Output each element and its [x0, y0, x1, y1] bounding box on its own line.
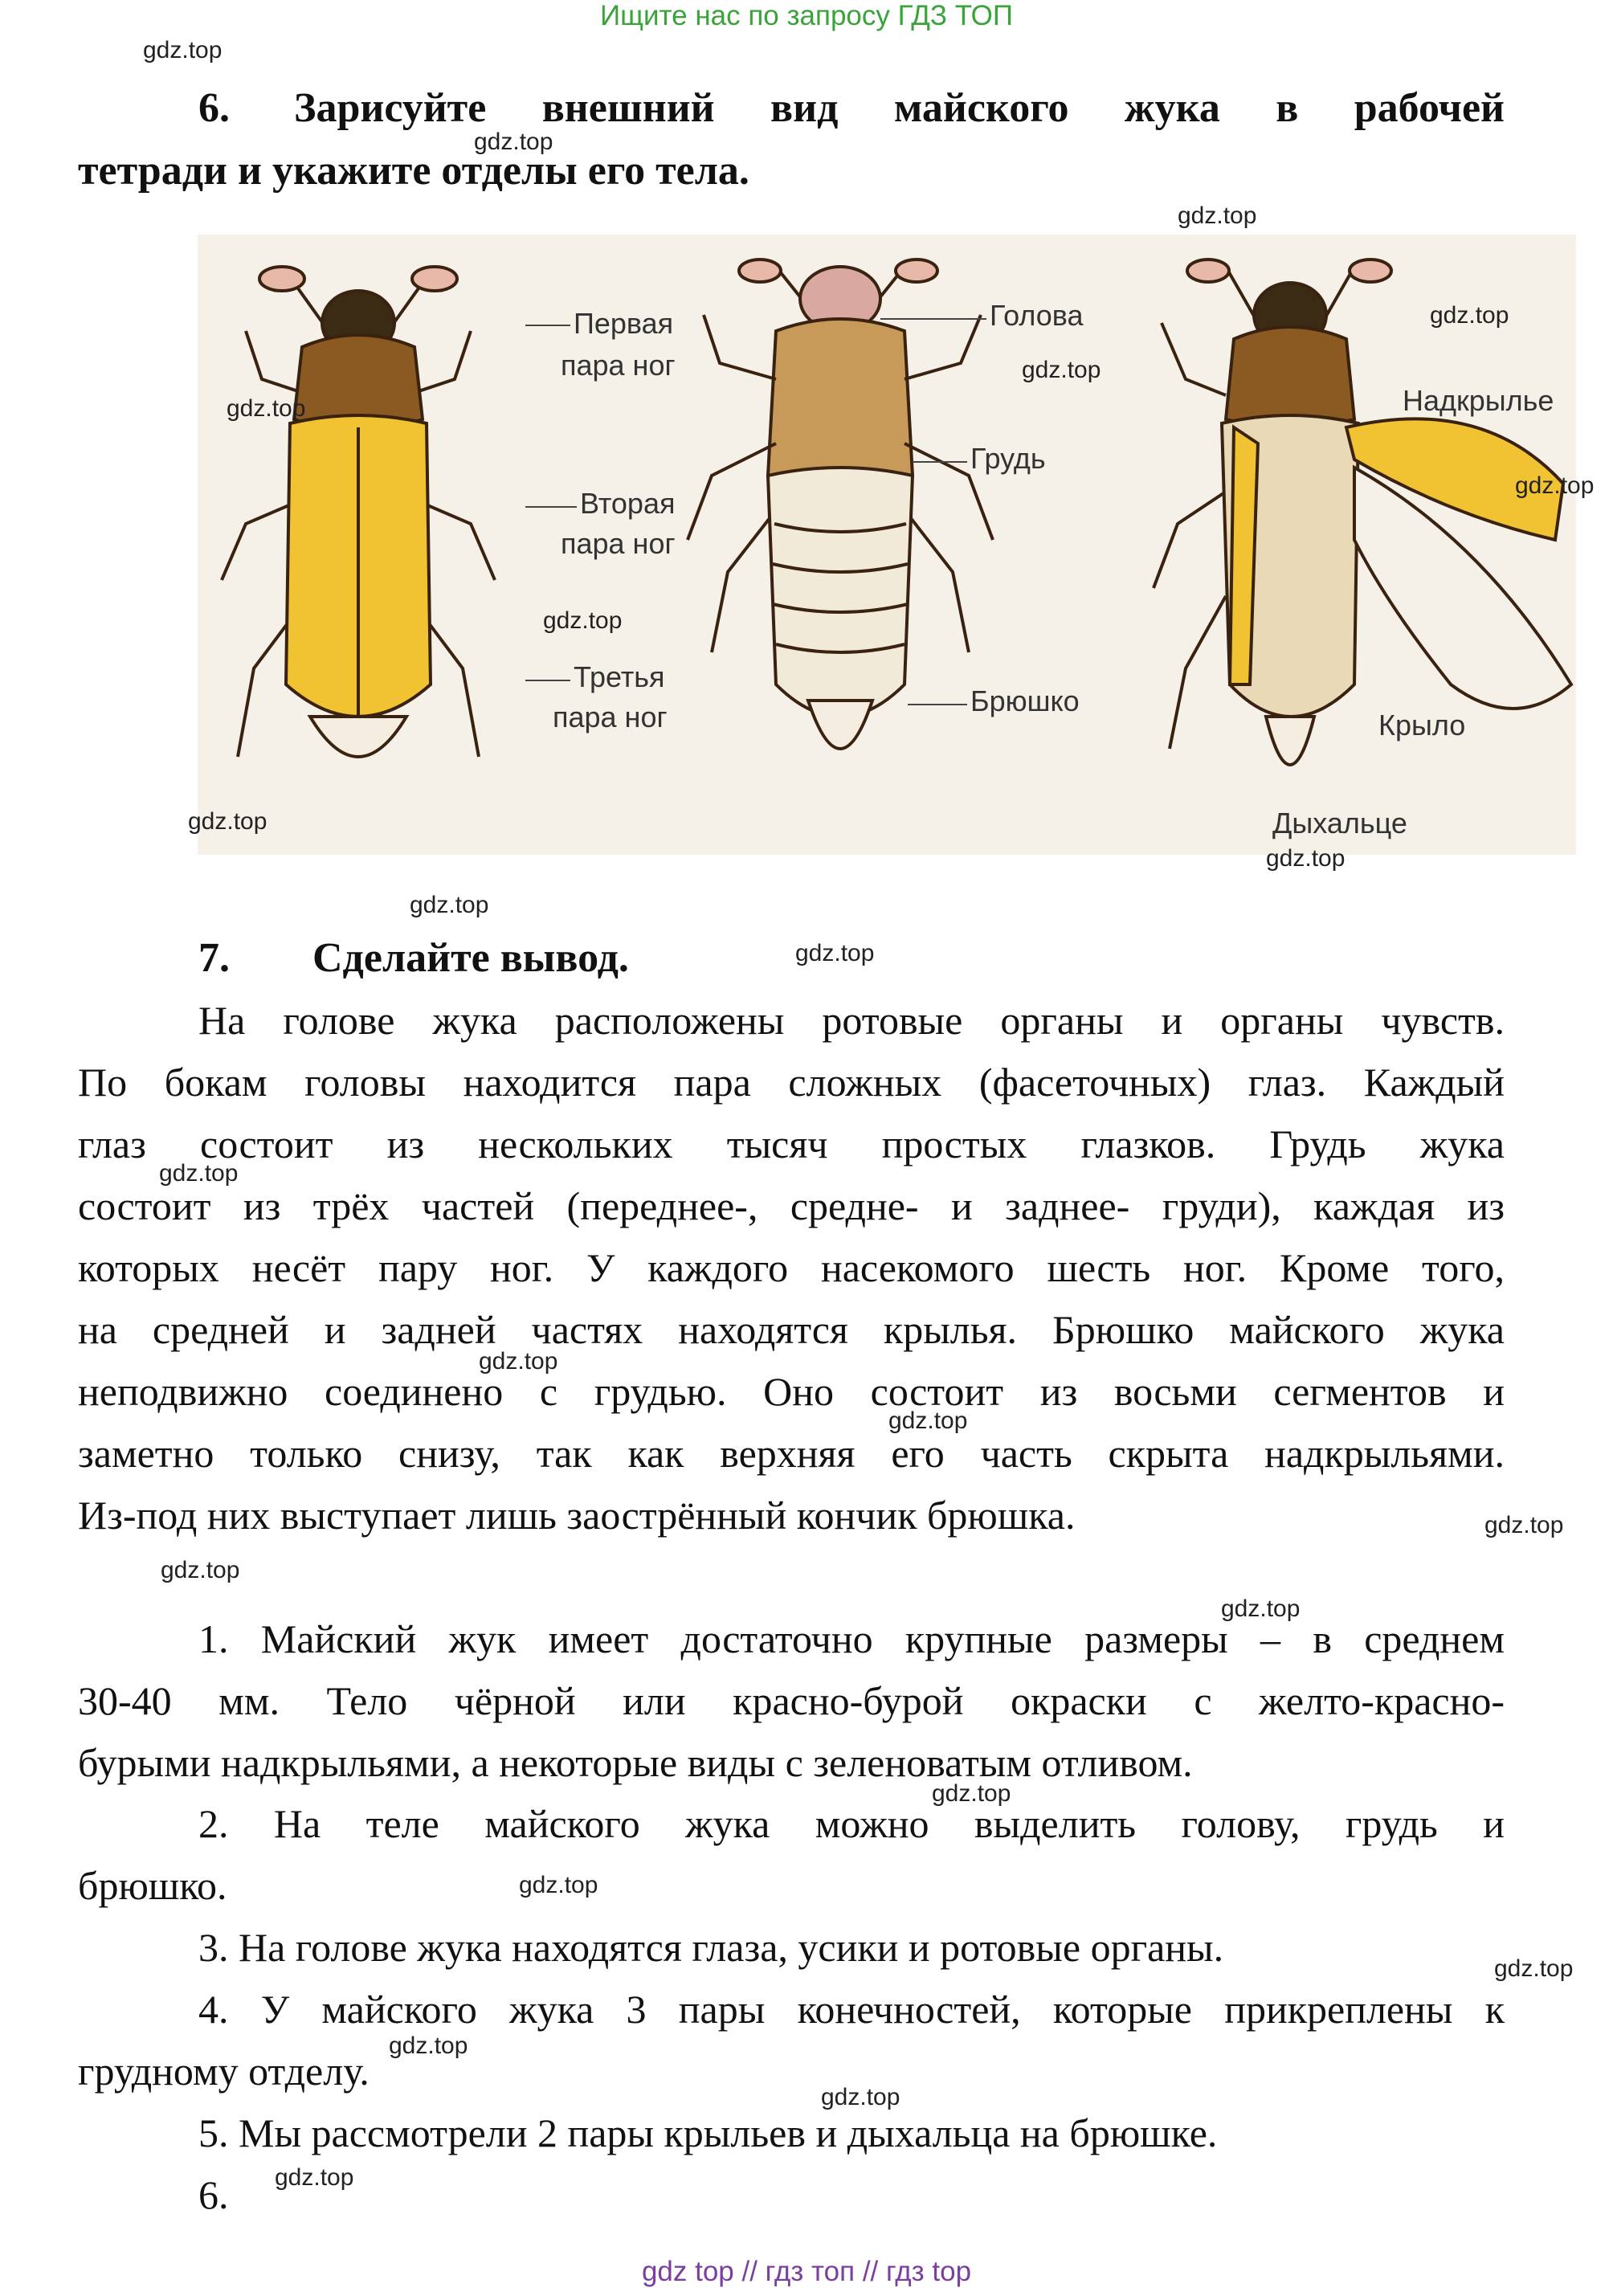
conclusion-line: на средней и задней частях находятся крылья. Брюшко майского жука	[78, 1307, 1505, 1352]
point-2-line2: брюшко.	[78, 1863, 227, 1908]
bottom-banner[interactable]: gdz top // гдз топ // гдз top	[641, 2256, 972, 2287]
watermark: gdz.top	[888, 1407, 968, 1434]
point-2-line1: 2. На теле майского жука можно выделить голову, грудь и	[198, 1801, 1505, 1846]
label-second-legs-1: Вторая	[580, 487, 676, 520]
label-elytra: Надкрылье	[1403, 384, 1554, 417]
task6-line1: Зарисуйте внешний вид майского жука в рабочей	[294, 85, 1505, 131]
conclusion-line: состоит из трёх частей (переднее-, средне- и заднее- груди), каждая из	[78, 1183, 1505, 1228]
leader-first-legs	[525, 325, 570, 326]
label-wing: Крыло	[1378, 709, 1466, 742]
label-first-legs-1: Первая	[574, 307, 674, 340]
leader-third-legs	[525, 680, 570, 681]
label-head: Голова	[990, 299, 1084, 332]
task7-heading	[198, 927, 1162, 990]
watermark: gdz.top	[795, 940, 875, 966]
conclusion-line: Из-под них выступает лишь заострённый кончик брюшка.	[78, 1493, 1076, 1538]
label-third-legs-2: пара ног	[553, 701, 668, 733]
watermark: gdz.top	[161, 1557, 240, 1583]
watermark: gdz.top	[1430, 302, 1509, 329]
watermark: gdz.top	[474, 129, 553, 155]
watermark: gdz.top	[188, 808, 267, 835]
top-banner[interactable]: Ищите нас по запросу ГДЗ ТОП	[600, 0, 1013, 31]
label-third-legs-1: Третья	[574, 660, 665, 693]
beetle-ventral-view	[688, 259, 993, 749]
task6-heading	[78, 77, 1505, 202]
leader-chest	[913, 461, 967, 463]
beetle-figure	[198, 235, 1576, 855]
point-4	[78, 1979, 1505, 2102]
watermark: gdz.top	[410, 892, 489, 918]
conclusion-line: которых несёт пару ног. У каждого насекомого шесть ног. Кроме того,	[78, 1245, 1505, 1290]
watermark: gdz.top	[227, 395, 306, 422]
point-6-line: 6.	[198, 2172, 229, 2217]
point-1	[78, 1608, 1505, 1794]
watermark: gdz.top	[821, 2084, 900, 2110]
conclusion-paragraph	[78, 990, 1505, 1546]
watermark: gdz.top	[1266, 845, 1346, 872]
watermark: gdz.top	[1178, 202, 1257, 229]
watermark: gdz.top	[159, 1160, 239, 1187]
leader-second-legs	[525, 506, 577, 508]
watermark: gdz.top	[1022, 357, 1101, 383]
point-4-line1: 4. У майского жука 3 пары конечностей, которые прикреплены к	[198, 1987, 1505, 2032]
label-spiracle: Дыхальце	[1272, 807, 1407, 840]
task7-title: Сделайте вывод.	[312, 935, 629, 981]
conclusion-line: По бокам головы находится пара сложных (фасеточных) глаз. Каждый	[78, 1060, 1505, 1105]
point-1-line1: 1. Майский жук имеет достаточно крупные размеры – в среднем	[198, 1616, 1505, 1661]
point-3-line: 3. На голове жука находятся глаза, усики и ротовые органы.	[198, 1925, 1224, 1970]
watermark: gdz.top	[479, 1348, 558, 1375]
task6-number: 6.	[198, 85, 230, 131]
point-5	[78, 2102, 1505, 2164]
point-2	[78, 1793, 1505, 1917]
watermark: gdz.top	[1221, 1595, 1301, 1622]
label-first-legs-2: пара ног	[561, 349, 676, 382]
point-1-line3: бурыми надкрыльями, а некоторые виды с зеленоватым отливом.	[78, 1740, 1193, 1785]
watermark: gdz.top	[932, 1780, 1011, 1807]
conclusion-line: заметно только снизу, так как верхняя его часть скрыта надкрыльями.	[78, 1431, 1505, 1476]
beetle-open-wings-view	[1154, 259, 1571, 765]
watermark: gdz.top	[389, 2032, 468, 2059]
point-4-line2: грудному отделу.	[78, 2049, 370, 2094]
watermark: gdz.top	[1484, 1512, 1564, 1538]
watermark: gdz.top	[519, 1872, 598, 1898]
point-1-line2: 30-40 мм. Тело чёрной или красно-бурой окраски с желто-красно-	[78, 1678, 1505, 1723]
watermark: gdz.top	[1515, 472, 1595, 499]
beetle-dorsal-view	[222, 267, 495, 757]
watermark: gdz.top	[1494, 1955, 1574, 1982]
watermark: gdz.top	[275, 2164, 354, 2191]
task7-number: 7.	[198, 935, 230, 981]
leader-abdomen	[908, 704, 967, 705]
conclusion-line: На голове жука расположены ротовые органы и органы чувств.	[198, 998, 1505, 1043]
task6-line1-wrap	[78, 77, 1505, 140]
conclusion-line: глаз состоит из нескольких тысяч простых глазков. Грудь жука	[78, 1121, 1505, 1166]
label-abdomen: Брюшко	[970, 684, 1080, 717]
leader-head	[880, 318, 986, 320]
label-chest: Грудь	[970, 442, 1046, 475]
point-5-line: 5. Мы рассмотрели 2 пары крыльев и дыхальца на брюшке.	[198, 2110, 1218, 2155]
conclusion-line: неподвижно соединено с грудью. Оно состоит из восьми сегментов и	[78, 1369, 1505, 1414]
beetle-illustration	[198, 235, 1576, 855]
task6-line2: тетради и укажите отделы его тела.	[78, 148, 749, 194]
point-3	[78, 1917, 1505, 1979]
watermark: gdz.top	[543, 607, 623, 634]
label-second-legs-2: пара ног	[561, 527, 676, 560]
watermark: gdz.top	[143, 37, 223, 63]
